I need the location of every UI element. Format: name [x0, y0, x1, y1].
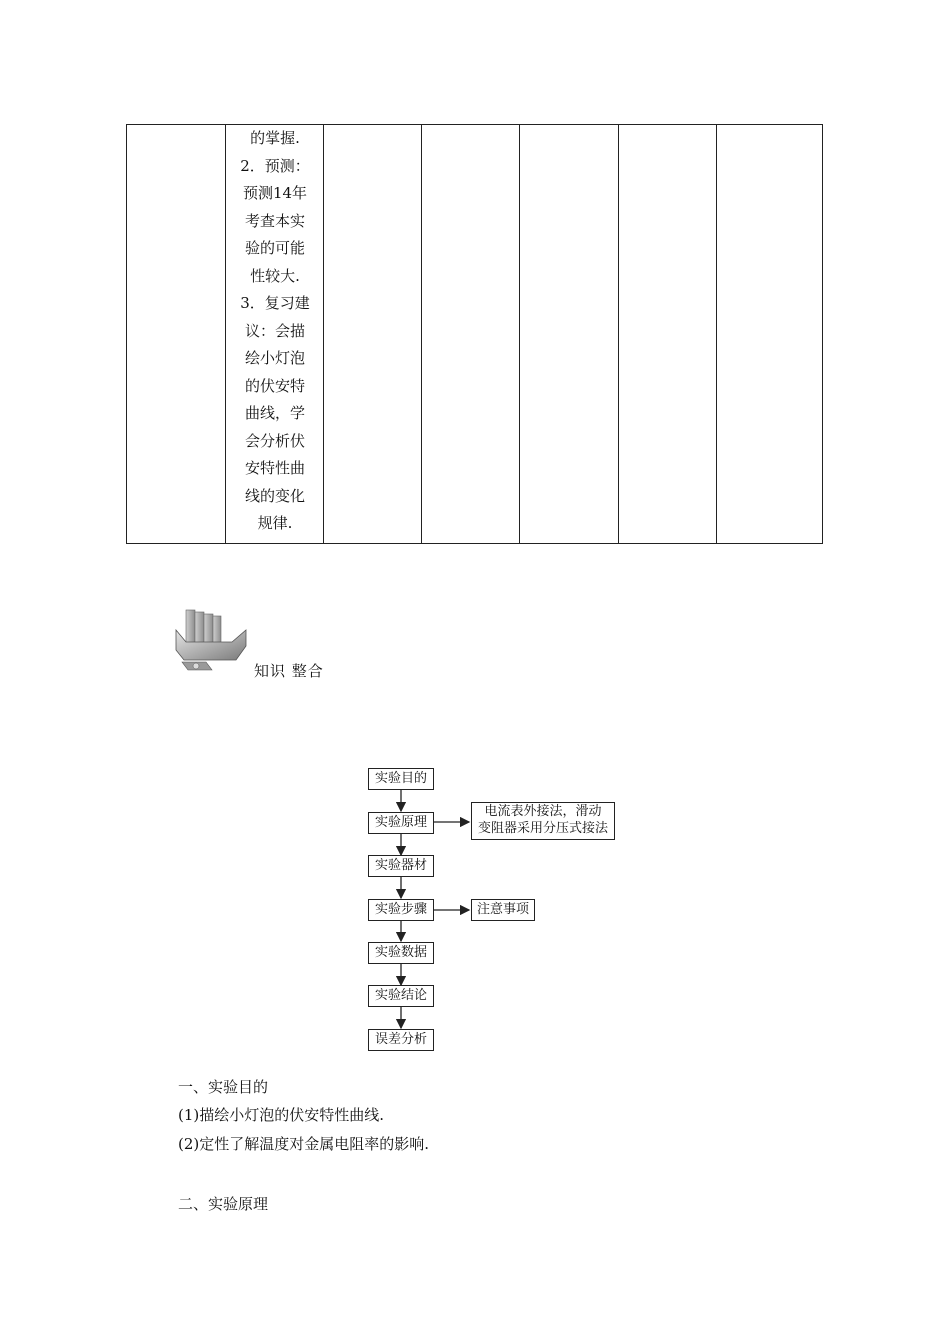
cell-line: 议：会描 [244, 321, 305, 340]
flow-step-data: 实验数据 [368, 942, 434, 964]
flow-step-procedure: 实验步骤 [368, 899, 434, 921]
section-title-principle: 二、实验原理 [178, 1195, 269, 1213]
cell-line: 绘小灯泡 [244, 349, 305, 367]
flow-note-cautions: 注意事项 [471, 899, 535, 921]
cell-line: 的掌握. [250, 129, 300, 147]
cell-line: 验的可能 [244, 239, 305, 257]
purpose-item-2: (2)定性了解温度对金属电阻率的影响. [178, 1135, 430, 1153]
flow-step-purpose: 实验目的 [368, 768, 434, 790]
cell-line: 2．预测： [240, 156, 310, 175]
flow-step-equipment: 实验器材 [368, 855, 434, 877]
cell-line: 规律. [257, 514, 293, 532]
flow-step-conclusion: 实验结论 [368, 985, 434, 1007]
cell-line: 3．复习建 [240, 294, 310, 312]
cell-line: 性较大. [250, 266, 300, 285]
cell-line: 线的变化 [244, 486, 305, 505]
purpose-item-1: (1)描绘小灯泡的伏安特性曲线. [178, 1106, 385, 1124]
section-heading: 知识 整合 [254, 662, 324, 680]
flow-step-principle: 实验原理 [368, 812, 434, 834]
section-title-purpose: 一、实验目的 [178, 1078, 269, 1096]
flow-note-line: 变阻器采用分压式接法 [477, 821, 608, 836]
cell-line: 考查本实 [244, 211, 305, 230]
cell-line: 安特性曲 [244, 459, 305, 477]
cell-line: 的伏安特 [244, 376, 305, 395]
cell-line: 预测14年 [242, 184, 308, 202]
cell-line: 会分析伏 [244, 431, 305, 450]
flow-note-line: 电流表外接法，滑动 [484, 804, 602, 819]
flow-step-error-analysis: 误差分析 [368, 1029, 434, 1051]
cell-line: 曲线，学 [244, 404, 305, 422]
flow-note-principle [471, 802, 615, 840]
